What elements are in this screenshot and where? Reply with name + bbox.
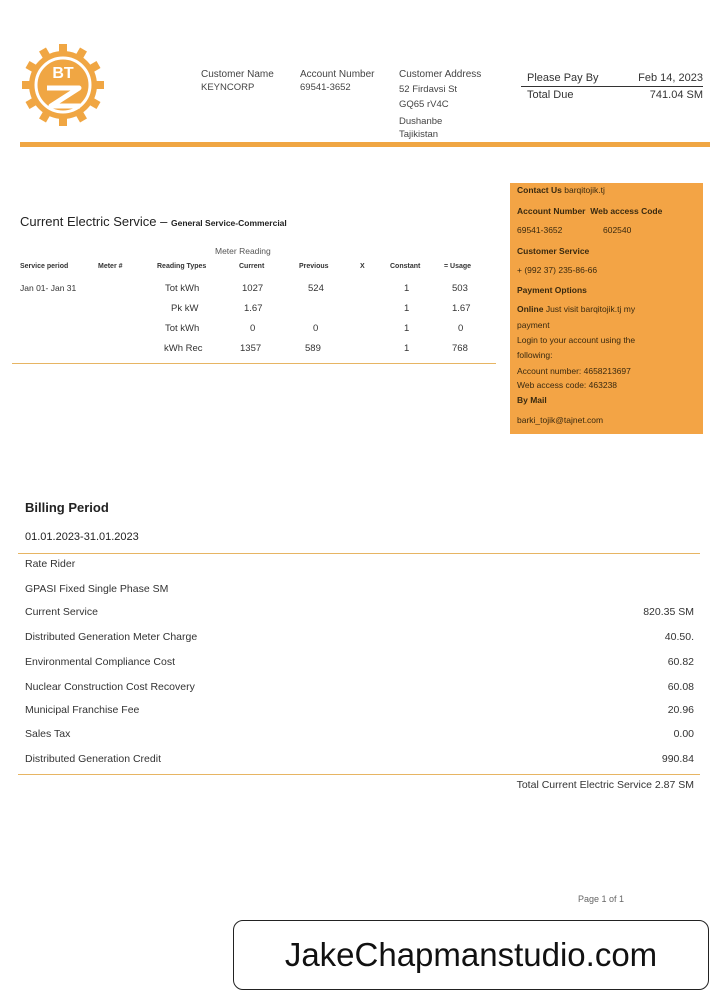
billing-bottom-rule bbox=[18, 774, 700, 775]
account-number: 69541-3652 bbox=[300, 82, 351, 93]
col-x: X bbox=[360, 263, 365, 270]
please-pay-by-label: Please Pay By bbox=[527, 72, 599, 84]
online-text-4: following: bbox=[517, 350, 553, 360]
meter-table-rule bbox=[12, 363, 496, 364]
customer-service-label: Customer Service bbox=[517, 246, 590, 256]
line-item-label: Distributed Generation Meter Charge bbox=[25, 631, 198, 643]
reading-usage: 0 bbox=[458, 323, 464, 334]
mail-address: barki_tojik@tajnet.com bbox=[517, 415, 604, 425]
contact-box bbox=[510, 183, 703, 434]
col-current: Current bbox=[239, 263, 265, 270]
web-access-label: Web access Code bbox=[590, 206, 663, 216]
online-text-2: payment bbox=[517, 320, 550, 330]
reading-constant: 1 bbox=[404, 323, 410, 334]
header-divider-bar bbox=[20, 142, 710, 147]
line-item-amount: 60.08 bbox=[667, 681, 694, 693]
billing-title: Billing Period bbox=[25, 500, 109, 515]
company-logo bbox=[20, 42, 106, 128]
col-usage: = Usage bbox=[444, 263, 472, 270]
address-line-1: 52 Firdavsi St bbox=[399, 84, 458, 95]
please-pay-by-date: Feb 14, 2023 bbox=[638, 72, 703, 84]
web-access-code: 602540 bbox=[603, 225, 632, 235]
line-item-amount: 990.84 bbox=[661, 753, 694, 765]
line-item-amount: 820.35 SM bbox=[643, 606, 694, 618]
watermark: JakeChapmanstudio.com bbox=[233, 920, 709, 990]
account-number-text: Account number: 4658213697 bbox=[517, 366, 631, 376]
contact-us-label: Contact Us bbox=[517, 185, 562, 195]
col-service-period: Service period bbox=[20, 263, 69, 270]
reading-current: 1357 bbox=[240, 343, 262, 354]
line-item-label: Current Service bbox=[25, 606, 98, 618]
line-item-label: Rate Rider bbox=[25, 558, 76, 570]
service-subtitle: General Service-Commercial bbox=[171, 218, 287, 228]
billing-top-rule bbox=[18, 553, 700, 554]
total-due-label: Total Due bbox=[527, 89, 574, 101]
by-mail-label: By Mail bbox=[517, 395, 547, 405]
line-item-label: GPASI Fixed Single Phase SM bbox=[25, 583, 169, 595]
reading-usage: 503 bbox=[452, 283, 468, 294]
online-text-1: Just visit barqitojik.tj my bbox=[545, 304, 636, 314]
line-item-label: Nuclear Construction Cost Recovery bbox=[25, 681, 195, 693]
line-item-amount: 40.50. bbox=[664, 631, 694, 643]
line-item-label: Environmental Compliance Cost bbox=[25, 656, 175, 668]
customer-name-label: Customer Name bbox=[201, 69, 274, 80]
service-period-value: Jan 01- Jan 31 bbox=[20, 283, 77, 293]
reading-current: 0 bbox=[250, 323, 256, 334]
reading-type: Pk kW bbox=[171, 303, 199, 314]
box-account-number: 69541-3652 bbox=[517, 225, 563, 235]
reading-previous: 524 bbox=[308, 283, 324, 294]
col-reading-types: Reading Types bbox=[157, 263, 207, 270]
line-item-label: Distributed Generation Credit bbox=[25, 753, 161, 765]
line-item-amount: 60.82 bbox=[667, 656, 694, 668]
contact-us-value: barqitojik.tj bbox=[564, 185, 605, 195]
total-current-electric-service: Total Current Electric Service 2.87 SM bbox=[516, 779, 694, 791]
line-item-amount: 0.00 bbox=[673, 728, 694, 740]
page-number: Page 1 of 1 bbox=[578, 894, 625, 904]
web-access-text: Web access code: 463238 bbox=[517, 380, 618, 390]
col-previous: Previous bbox=[299, 263, 329, 270]
line-item-label: Sales Tax bbox=[25, 728, 71, 740]
reading-usage: 768 bbox=[452, 343, 468, 354]
service-title bbox=[20, 214, 287, 229]
service-title-text: Current Electric Service – bbox=[20, 214, 168, 229]
reading-previous: 589 bbox=[305, 343, 321, 354]
col-meter: Meter # bbox=[98, 263, 123, 270]
logo-text: BT bbox=[52, 65, 74, 82]
reading-type: Tot kWh bbox=[165, 283, 200, 294]
reading-constant: 1 bbox=[404, 343, 410, 354]
online-text-3: Login to your account using the bbox=[517, 335, 636, 345]
line-item-label: Municipal Franchise Fee bbox=[25, 704, 140, 716]
reading-current: 1.67 bbox=[244, 303, 263, 314]
customer-name: KEYNCORP bbox=[201, 82, 255, 93]
address-line-2: GQ65 rV4C bbox=[399, 99, 449, 110]
meter-reading-label: Meter Reading bbox=[215, 246, 271, 256]
reading-constant: 1 bbox=[404, 303, 410, 314]
online-label: Online bbox=[517, 304, 544, 314]
customer-service-phone: + (992 37) 235-86-66 bbox=[517, 265, 598, 275]
reading-current: 1027 bbox=[242, 283, 264, 294]
line-item-amount: 20.96 bbox=[667, 704, 694, 716]
reading-constant: 1 bbox=[404, 283, 410, 294]
reading-previous: 0 bbox=[313, 323, 319, 334]
reading-type: Tot kWh bbox=[165, 323, 200, 334]
col-constant: Constant bbox=[390, 263, 421, 270]
customer-address-label: Customer Address bbox=[399, 69, 482, 80]
address-line-3: Dushanbe bbox=[399, 116, 443, 127]
reading-type: kWh Rec bbox=[164, 343, 203, 354]
payment-summary bbox=[527, 72, 703, 101]
address-line-4: Tajikistan bbox=[399, 129, 439, 140]
reading-usage: 1.67 bbox=[452, 303, 471, 314]
total-due-amount: 741.04 SM bbox=[649, 89, 703, 101]
account-number-label: Account Number bbox=[300, 69, 375, 80]
box-account-number-label: Account Number bbox=[517, 206, 586, 216]
payment-options-label: Payment Options bbox=[517, 285, 587, 295]
divider bbox=[521, 86, 703, 87]
billing-period: 01.01.2023-31.01.2023 bbox=[25, 531, 139, 543]
